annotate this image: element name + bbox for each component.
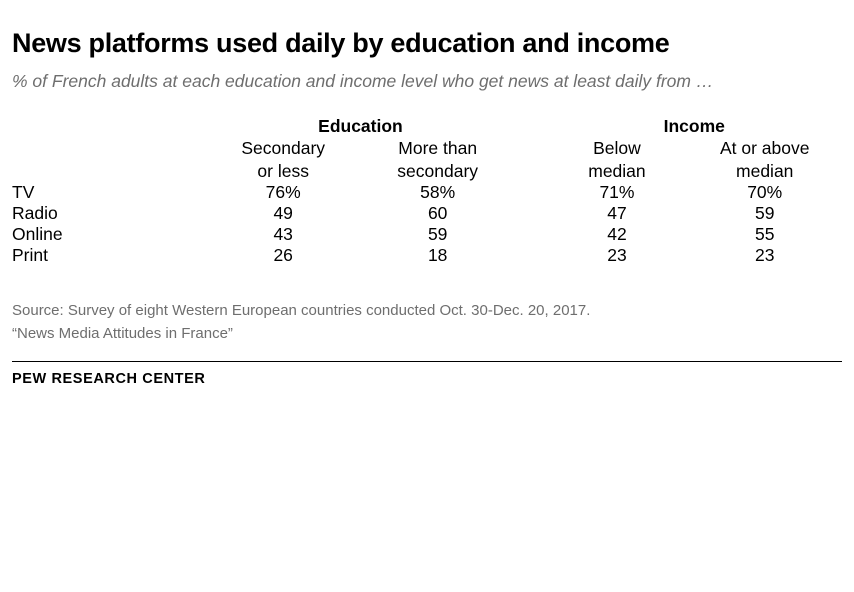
group-header-income: Income (663, 116, 725, 137)
source-line-1: Source: Survey of eight Western European countries conducted Oct. 30-Dec. 20, 2017. (12, 302, 591, 320)
group-header-education: Education (318, 116, 403, 137)
cell-online-at-or-above-median: 55 (754, 224, 775, 245)
table-column-header-row (12, 137, 842, 182)
column-header-line-1: Below (593, 138, 641, 159)
column-header-gap (515, 137, 547, 182)
cell-online-more-than-secondary: 59 (427, 224, 448, 245)
cell-gap (515, 224, 547, 245)
cell-gap (515, 245, 547, 266)
cell-print-at-or-above-median: 23 (754, 245, 775, 266)
cell-radio-secondary-or-less: 49 (273, 203, 293, 224)
footer-divider (12, 361, 842, 362)
cell-tv-at-or-above-median: 70% (747, 182, 783, 203)
cell-tv-more-than-secondary: 58% (420, 182, 456, 203)
cell-print-secondary-or-less: 26 (273, 245, 293, 266)
column-header-line-1: At or above (719, 138, 810, 159)
cell-tv-secondary-or-less: 76% (265, 182, 301, 203)
cell-radio-below-median: 47 (607, 203, 627, 224)
row-label-online: Online (12, 224, 63, 245)
cell-radio-at-or-above-median: 59 (754, 203, 775, 224)
column-header-line-2: median (736, 160, 794, 181)
column-header-line-2: median (588, 160, 646, 181)
table-group-header-row (12, 116, 842, 137)
column-header-at-or-above-median (687, 137, 842, 182)
cell-tv-below-median: 71% (599, 182, 635, 203)
column-header-line-1: More than (398, 138, 478, 159)
cell-radio-more-than-secondary: 60 (427, 203, 448, 224)
table-row (12, 224, 842, 245)
column-header-more-than-secondary (360, 137, 514, 182)
row-label-radio: Radio (12, 203, 58, 224)
page-title: News platforms used daily by education and income (12, 28, 670, 58)
cell-online-below-median: 42 (607, 224, 627, 245)
data-table (12, 116, 842, 266)
row-label-header-empty (12, 137, 206, 182)
column-header-line-2: secondary (397, 160, 479, 181)
table-row (12, 203, 842, 224)
column-header-line-2: or less (257, 160, 309, 181)
cell-print-below-median: 23 (607, 245, 627, 266)
chart-footer (12, 300, 842, 387)
cell-online-secondary-or-less: 43 (273, 224, 293, 245)
column-header-below-median (546, 137, 687, 182)
table-row (12, 182, 842, 203)
cell-print-more-than-secondary: 18 (427, 245, 448, 266)
row-label-header (12, 116, 206, 137)
brand-label: PEW RESEARCH CENTER (12, 371, 206, 388)
chart-subtitle: % of French adults at each education and income level who get news at least daily from … (12, 71, 714, 92)
column-header-secondary-or-less (206, 137, 360, 182)
cell-gap (515, 182, 547, 203)
column-header-line-1: Secondary (241, 138, 326, 159)
group-header-gap (515, 116, 547, 137)
source-line-2: “News Media Attitudes in France” (12, 324, 233, 342)
table-row (12, 245, 842, 266)
row-label-tv: TV (12, 182, 35, 203)
row-label-print: Print (12, 245, 48, 266)
cell-gap (515, 203, 547, 224)
